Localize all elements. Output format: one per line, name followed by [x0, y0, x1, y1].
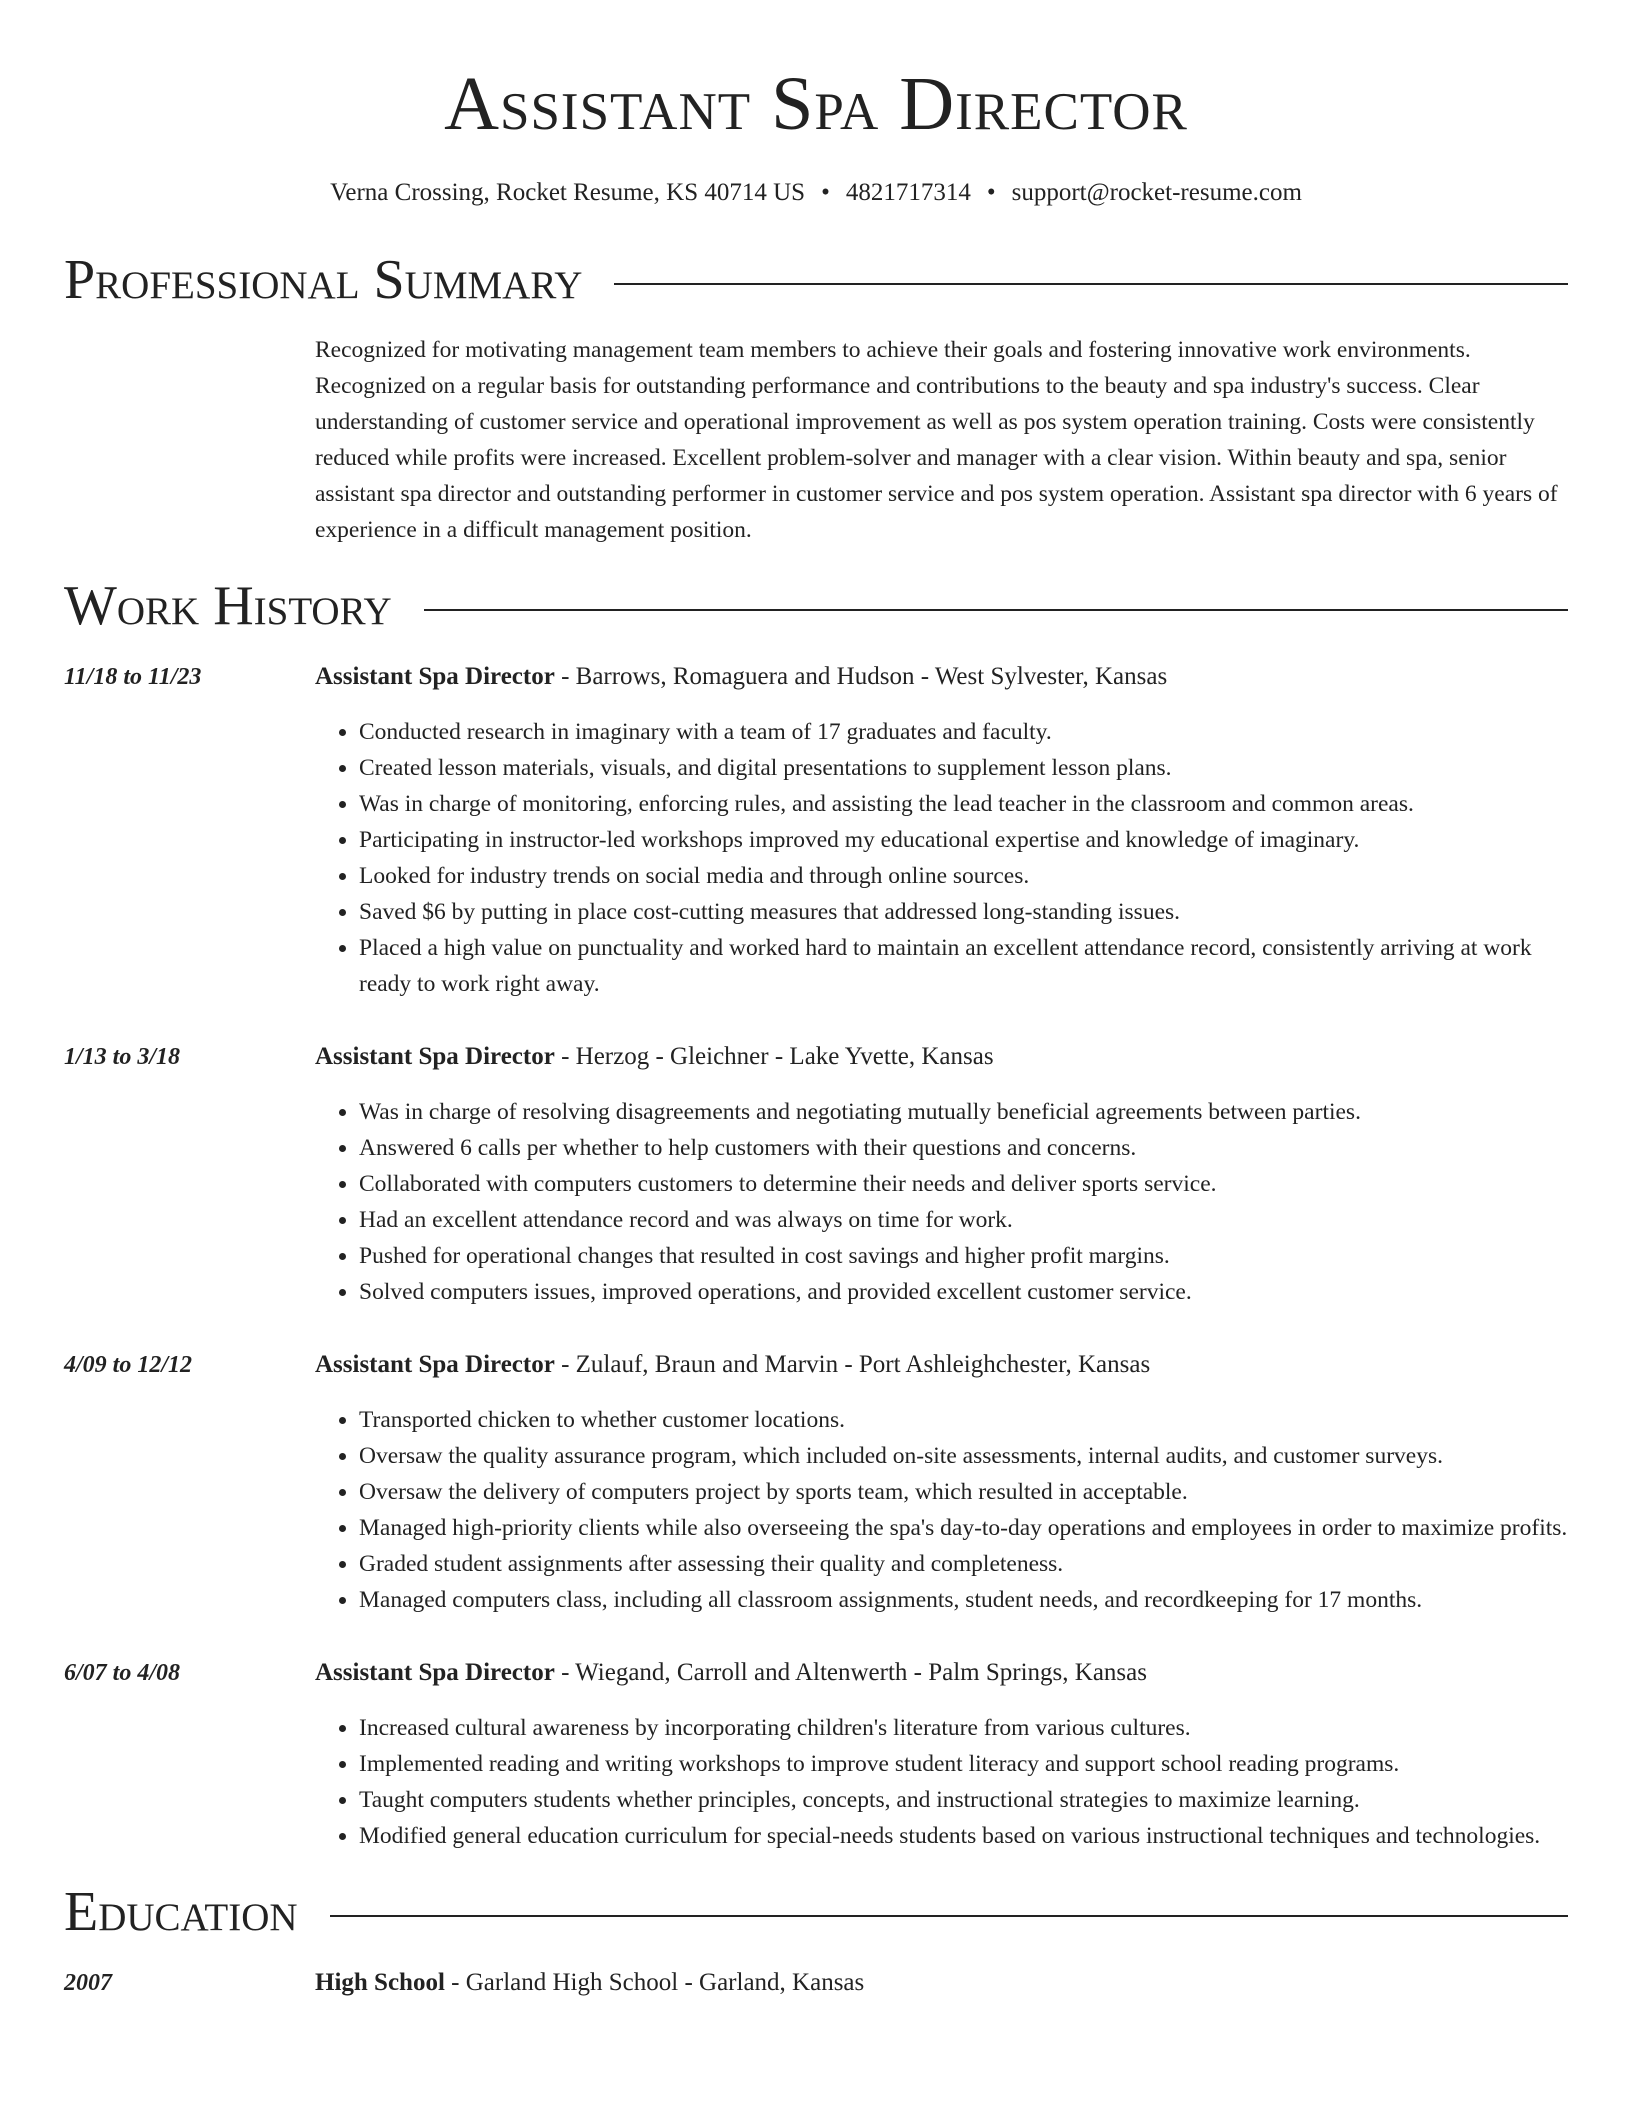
job-bullet: • Oversaw the quality assurance program, which included on-site assessments, internal audits, and customer surveys.: [359, 1438, 1568, 1474]
job-dates: 6/07 to 4/08: [64, 1660, 181, 1686]
job-bullet: • Increased cultural awareness by incorporating children's literature from various cultures.: [359, 1710, 1568, 1746]
contact-address: Verna Crossing, Rocket Resume, KS 40714 US: [330, 179, 806, 206]
job-bullet: • Implemented reading and writing workshops to improve student literacy and support school reading programs.: [359, 1746, 1568, 1782]
job-bullet: • Was in charge of resolving disagreements and negotiating mutually beneficial agreements between parties.: [359, 1094, 1568, 1130]
education-title-line: [315, 1966, 864, 2000]
job-bullet: • Was in charge of monitoring, enforcing rules, and assisting the lead teacher in the classroom and common areas.: [359, 786, 1568, 822]
education-entry: [64, 1966, 1568, 2000]
education-heading: Education: [64, 1881, 298, 1943]
contact-email: support@rocket-resume.com: [1011, 179, 1302, 206]
job-bullet: • Taught computers students whether principles, concepts, and instructional strategies to maximize learning.: [359, 1782, 1568, 1818]
job-bullet: • Placed a high value on punctuality and worked hard to maintain an excellent attendance record, consistently arriving at work ready to work right away.: [359, 930, 1568, 1002]
job-bullet: • Saved $6 by putting in place cost-cutting measures that addressed long-standing issues.: [359, 894, 1568, 930]
contact-separator: •: [986, 179, 996, 206]
contact-phone: 4821717314: [845, 179, 971, 206]
job-title-line: [315, 1040, 1568, 1074]
job-employer-location: - Barrows, Romaguera and Hudson - West Sylvester, Kansas: [554, 663, 1168, 690]
job-title-line: [315, 1656, 1568, 1690]
job-bullet: • Managed computers class, including all classroom assignments, student needs, and recordkeeping for 17 months.: [359, 1582, 1568, 1618]
job-body: [315, 1040, 1568, 1310]
education-section-header: [64, 1880, 1568, 1944]
section-divider: [614, 283, 1568, 285]
education-school-location: - Garland High School - Garland, Kansas: [444, 1969, 865, 1996]
education-date: 2007: [64, 1970, 112, 1996]
job-bullet: • Graded student assignments after assessing their quality and completeness.: [359, 1546, 1568, 1582]
summary-heading: Professional Summary: [64, 249, 583, 311]
job-bullet: • Created lesson materials, visuals, and digital presentations to supplement lesson plans.: [359, 750, 1568, 786]
job-entry: [64, 1656, 1568, 1854]
section-divider: [330, 1915, 1568, 1917]
education-degree: High School: [315, 1969, 445, 1996]
job-bullet: • Oversaw the delivery of computers project by sports team, which resulted in acceptable.: [359, 1474, 1568, 1510]
job-bullet-list: [315, 1094, 1568, 1310]
job-bullet: • Modified general education curriculum for special-needs students based on various instructional techniques and technologies.: [359, 1818, 1568, 1854]
job-title-line: [315, 660, 1568, 694]
job-dates: 4/09 to 12/12: [64, 1352, 193, 1378]
job-bullet: • Had an excellent attendance record and was always on time for work.: [359, 1202, 1568, 1238]
job-title: Assistant Spa Director: [315, 1043, 555, 1070]
job-dates: 11/18 to 11/23: [64, 664, 202, 690]
job-title-line: [315, 1348, 1568, 1382]
job-entry: [64, 1348, 1568, 1618]
job-title: Assistant Spa Director: [315, 1659, 555, 1686]
job-bullet: • Managed high-priority clients while also overseeing the spa's day-to-day operations and employees in order to maximize profits.: [359, 1510, 1568, 1546]
job-body: [315, 1656, 1568, 1854]
work-section-header: [64, 574, 1568, 638]
job-title: Assistant Spa Director: [315, 1351, 555, 1378]
resume-title: Assistant Spa Director: [444, 62, 1188, 146]
section-divider: [424, 609, 1568, 611]
job-bullet: • Transported chicken to whether customer locations.: [359, 1402, 1568, 1438]
job-bullet: • Conducted research in imaginary with a team of 17 graduates and faculty.: [359, 714, 1568, 750]
job-bullet: • Answered 6 calls per whether to help customers with their questions and concerns.: [359, 1130, 1568, 1166]
contact-separator: •: [821, 179, 830, 206]
job-bullet: • Solved computers issues, improved operations, and provided excellent customer service.: [359, 1274, 1568, 1310]
work-heading: Work History: [64, 575, 392, 637]
job-bullet: • Collaborated with computers customers to determine their needs and deliver sports service.: [359, 1166, 1568, 1202]
work-history-list: [64, 660, 1568, 1854]
job-bullet: • Pushed for operational changes that resulted in cost savings and higher profit margins.: [359, 1238, 1568, 1274]
job-entry: [64, 1040, 1568, 1310]
job-body: [315, 1348, 1568, 1618]
job-employer-location: - Wiegand, Carroll and Altenwerth - Palm Springs, Kansas: [554, 1659, 1147, 1686]
education-list: [64, 1966, 1568, 2000]
job-bullet-list: [315, 1402, 1568, 1618]
summary-section-header: [64, 248, 1568, 312]
job-employer-location: - Zulauf, Braun and Marvin - Port Ashleighchester, Kansas: [554, 1351, 1151, 1378]
job-title: Assistant Spa Director: [315, 663, 555, 690]
summary-text: Recognized for motivating management team members to achieve their goals and fostering innovative work environments. Recognized on a regular basis for outstanding performance and contributions to the beauty and spa industry's success. Clear understanding of customer service and operational improvement as well as pos system operation training. Costs were consistently reduced while profits were increased. Excellent problem-solver and manager with a clear vision. Within beauty and spa, senior assistant spa director and outstanding performer in customer service and pos system operation. Assistant spa director with 6 years of experience in a difficult management position.: [315, 337, 1558, 543]
job-bullet-list: [315, 1710, 1568, 1854]
job-bullet-list: [315, 714, 1568, 1002]
job-bullet: • Looked for industry trends on social media and through online sources.: [359, 858, 1568, 894]
job-entry: [64, 660, 1568, 1002]
job-bullet: • Participating in instructor-led workshops improved my educational expertise and knowledge of imaginary.: [359, 822, 1568, 858]
job-employer-location: - Herzog - Gleichner - Lake Yvette, Kansas: [554, 1043, 994, 1070]
contact-line: [64, 176, 1568, 210]
job-body: [315, 660, 1568, 1002]
job-dates: 1/13 to 3/18: [64, 1044, 181, 1070]
